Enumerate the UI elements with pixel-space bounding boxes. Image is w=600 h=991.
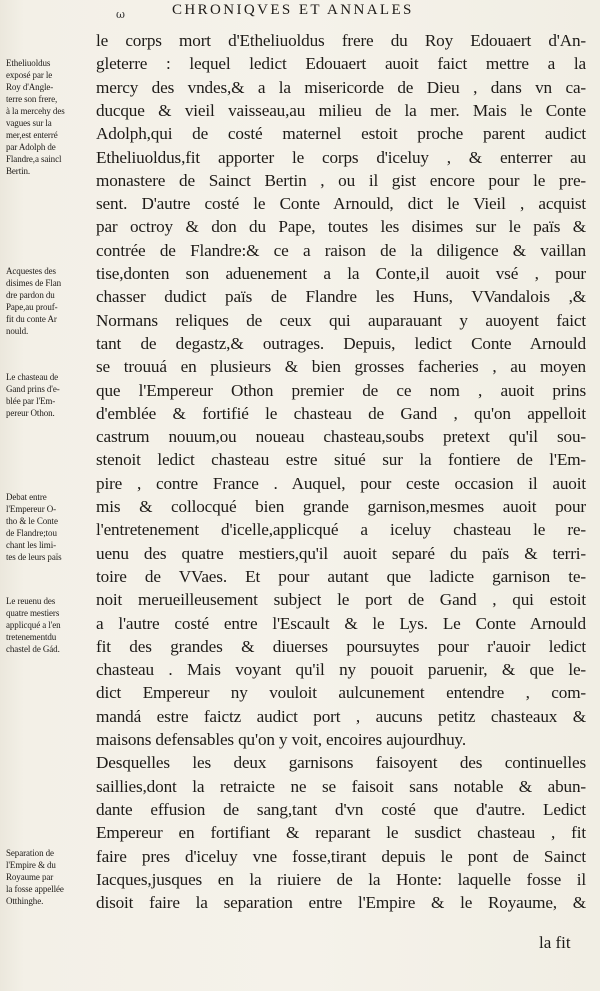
catchword: la fit bbox=[539, 933, 571, 952]
body-line: par octroy & don du Pape, toutes les disimes sur le païs & bbox=[96, 217, 586, 237]
body-line: Normans reliques de ceux qui auparauant y auoyent faict bbox=[96, 310, 586, 330]
body-line: pire , contre France . Auquel, pour ceste occasion il auoit bbox=[96, 473, 586, 493]
running-head: CHRONIQVES ET ANNALES bbox=[172, 2, 414, 18]
margin-note-line: vagues sur la bbox=[6, 118, 52, 128]
margin-note-line: nould. bbox=[6, 326, 29, 336]
margin-note-line: Roy d'Angle- bbox=[6, 82, 54, 92]
body-line: chasteau . Mais voyant qu'il ny pouoit paruenir, & que le- bbox=[96, 660, 586, 680]
body-line: saillies,dont la retraicte ne se faisoit sans notable & abun- bbox=[96, 776, 586, 796]
margin-note-line: applicqué a l'en bbox=[6, 620, 61, 630]
margin-note-line: Le reuenu des bbox=[6, 596, 56, 606]
body-line: faire pres d'iceluy vne fosse,tirant depuis le pont de Sainct bbox=[96, 846, 586, 866]
margin-note-line: à la mercehy des bbox=[6, 106, 65, 116]
body-line: uenu des quatre mestiers,qu'il auoit separé du païs & terri- bbox=[96, 543, 586, 563]
margin-note-line: quatre mestiers bbox=[6, 608, 60, 618]
body-line: gleterre : lequel ledict Edouaert auoit faict mettre a la bbox=[96, 54, 586, 74]
margin-note-line: la fosse appellée bbox=[6, 884, 64, 894]
margin-note-line: par Adolph de bbox=[6, 142, 56, 152]
body-line: mercy des vndes,& a la misericorde de Dieu , dans vn ca- bbox=[96, 77, 586, 97]
body-line: tant de degastz,& outrages. Depuis, ledict Conte Arnould bbox=[96, 333, 586, 353]
body-line: dante effusion de sang,tant d'vn costé que d'autre. Ledict bbox=[96, 799, 586, 819]
body-line: mis & collocqué bien grande garnison,mesmes auoit pour bbox=[96, 497, 586, 516]
folio-mark: ω bbox=[116, 8, 125, 21]
margin-note-line: Acquestes des bbox=[6, 266, 56, 276]
body-line: chasser dudict païs de Flandre les Huns, VVandalois ,& bbox=[96, 287, 586, 307]
margin-note-line: Otthinghe. bbox=[6, 896, 44, 906]
body-line: maisons defensables qu'on y voit, encoires aujourdhuy. bbox=[96, 730, 467, 749]
margin-note-line: disimes de Flan bbox=[6, 278, 61, 288]
margin-note-line: mer,est enterré bbox=[6, 130, 58, 140]
margin-note-line: Separation de bbox=[6, 848, 54, 858]
body-line: stenoit ledict chasteau estre situé sur la fontiere de l'Em- bbox=[96, 450, 586, 470]
body-line: le corps mort d'Etheliuoldus frere du Roy Edouaert d'An- bbox=[96, 31, 586, 50]
margin-note-line: terre son frere, bbox=[6, 94, 58, 104]
margin-note-line: Le chasteau de bbox=[6, 372, 59, 382]
margin-note-line: chastel de Gád. bbox=[6, 644, 60, 654]
margin-note-line: Flandre,a saincl bbox=[6, 154, 62, 164]
body-line: disoit faire la separation entre l'Empire & le Royaume, & bbox=[96, 893, 586, 913]
margin-note-line: exposé par le bbox=[6, 70, 53, 80]
body-line: fit des grandes & diuerses poursuytes pour r'auoir ledict bbox=[96, 636, 586, 656]
margin-note-line: Etheliuoldus bbox=[6, 58, 51, 68]
margin-note-line: pereur Othon. bbox=[6, 408, 55, 418]
margin-note-line: Bertin. bbox=[6, 166, 31, 176]
margin-note-line: tretenementdu bbox=[6, 632, 57, 642]
body-line: Etheliuoldus,fit apporter le corps d'iceluy , & enterrer au bbox=[96, 147, 586, 167]
body-line: Empereur en fortifiant & reparant le susdict chasteau , fit bbox=[96, 823, 586, 843]
body-line: Desquelles les deux garnisons faisoyent des continuelles bbox=[96, 753, 586, 773]
body-line: se trouuá en plusieurs & bien grosses facheries , au moyen bbox=[96, 357, 586, 377]
margin-note-line: tho & le Conte bbox=[6, 516, 58, 526]
body-line: monastere de Sainct Bertin , ou il gist encore pour le pre- bbox=[96, 170, 586, 190]
body-line: Adolph,qui de costé maternel estoit proche parent audict bbox=[96, 124, 586, 144]
body-line: l'entretenement d'icelle,applicqué a iceluy chasteau le re- bbox=[96, 520, 586, 540]
margin-note-line: l'Empire & du bbox=[6, 860, 56, 870]
margin-note-line: Gand prins d'e- bbox=[6, 384, 60, 394]
margin-note-line: l'Empereur O- bbox=[6, 504, 57, 514]
margin-note-line: tes de leurs païs bbox=[6, 552, 62, 562]
body-line: a l'autre costé entre l'Escault & le Lys. Le Conte Arnould bbox=[96, 613, 586, 633]
margin-note-line: chant les limi- bbox=[6, 540, 56, 550]
margin-note-line: Debat entre bbox=[6, 492, 47, 502]
body-line: que l'Empereur Othon premier de ce nom , auoit prins bbox=[96, 380, 586, 400]
margin-note-line: Royaume par bbox=[6, 872, 54, 882]
body-line: Iacques,jusques en la riuiere de la Honte: laquelle fosse il bbox=[96, 869, 586, 889]
margin-note-line: fit du conte Ar bbox=[6, 314, 57, 324]
body-line: noit merueilleusement subject le port de Gand , qui estoit bbox=[96, 590, 586, 610]
margin-note-line: dre pardon du bbox=[6, 290, 55, 300]
body-line: ducque & vieil vaisseau,au milieu de la mer. Mais le Conte bbox=[96, 100, 586, 120]
body-line: tise,donten son aduenement a la Conte,il auoit vsé , pour bbox=[96, 264, 586, 283]
body-line: sent. D'autre costé le Conte Arnould, dict le Vieil , acquist bbox=[96, 194, 586, 214]
body-line: dict Empereur ny vouloit aulcunement entendre , com- bbox=[96, 683, 586, 703]
body-line: castrum nouum,ou noueau chasteau,soubs pretext qu'il sou- bbox=[96, 427, 586, 447]
margin-note-line: Pape,au prouf- bbox=[6, 302, 58, 312]
margin-note-line: blée par l'Em- bbox=[6, 396, 56, 406]
margin-note-line: de Flandre;tou bbox=[6, 528, 57, 538]
body-line: mandá estre faictz audict port , aucuns petitz chasteaux & bbox=[96, 706, 586, 726]
body-line: contrée de Flandre:& ce a raison de la diligence & vaillan bbox=[96, 240, 586, 260]
body-line: toire de VVaes. Et pour autant que ladicte garnison te- bbox=[96, 566, 586, 586]
body-line: d'emblée & fortifié le chasteau de Gand , qu'on appelloit bbox=[96, 403, 586, 423]
